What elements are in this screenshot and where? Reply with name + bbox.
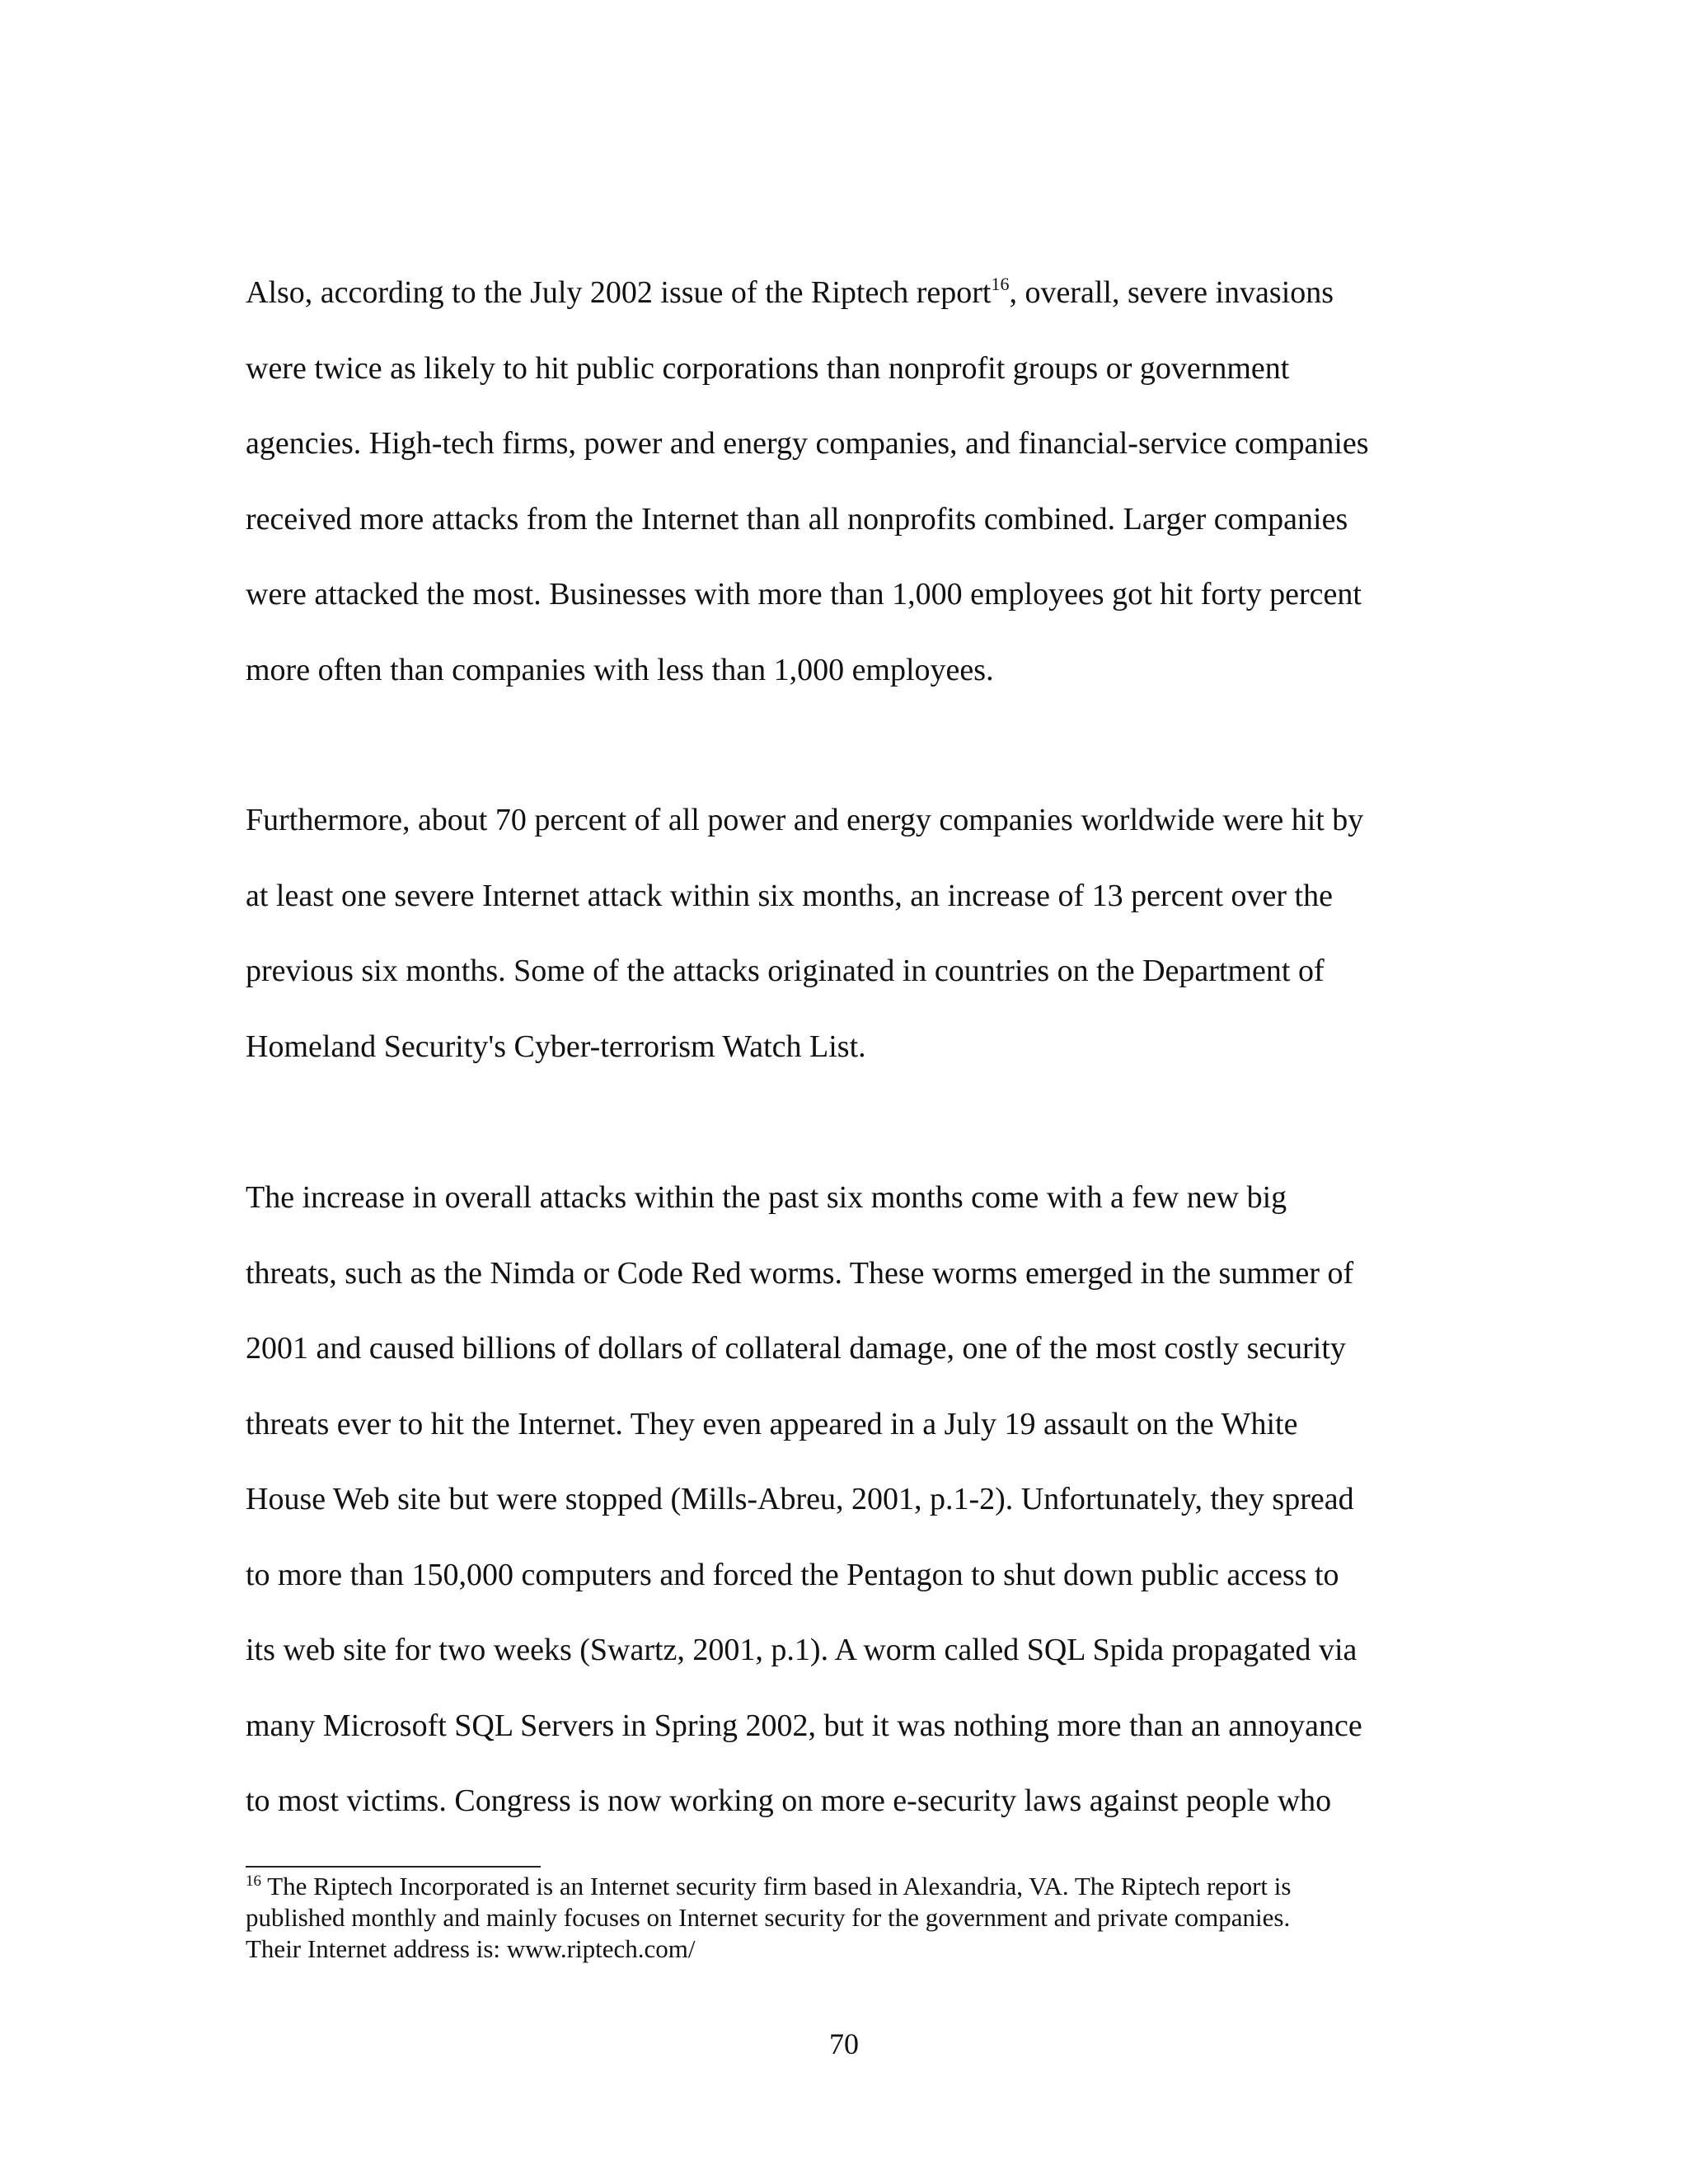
text-line: received more attacks from the Internet than all nonprofits combined. Larger companies: [246, 501, 1348, 537]
text-line: agencies. High-tech firms, power and energy companies, and financial-service companies: [246, 426, 1369, 461]
text-line: Furthermore, about 70 percent of all power and energy companies worldwide were hit by: [246, 803, 1364, 837]
text-line: its web site for two weeks (Swartz, 2001, p.1). A worm called SQL Spida propagated via: [246, 1633, 1357, 1667]
footnote-separator: [246, 1866, 541, 1868]
paragraph-power-energy-attacks: [246, 783, 1449, 1085]
footnote-line: published monthly and mainly focuses on Internet security for the government and private companies.: [246, 1903, 1291, 1932]
footnote-line: Their Internet address is: www.riptech.com/: [246, 1934, 696, 1963]
text-line: many Microsoft SQL Servers in Spring 2002, but it was nothing more than an annoyance: [246, 1708, 1362, 1743]
text-line: to more than 150,000 computers and forced the Pentagon to shut down public access to: [246, 1557, 1339, 1592]
text-line: at least one severe Internet attack within six months, an increase of 13 percent over the: [246, 878, 1333, 913]
page-number: 70: [829, 2027, 859, 2060]
text-line-after-footnote: , overall, severe invasions: [1009, 275, 1334, 310]
footnote-line: [246, 1871, 1482, 1902]
footnote: [246, 1871, 1482, 1965]
text-line-before-footnote: Also, according to the July 2002 issue of the Riptech report: [246, 275, 992, 310]
text-line: to most victims. Congress is now working on more e-security laws against people who: [246, 1783, 1332, 1818]
paragraph-riptech-report: [246, 255, 1449, 708]
footnote-text: The Riptech Incorporated is an Internet security firm based in Alexandria, VA. The Riptech report is: [267, 1872, 1292, 1900]
text-line: House Web site but were stopped (Mills-Abreu, 2001, p.1-2). Unfortunately, they spread: [246, 1482, 1354, 1516]
footnote-reference[interactable]: 16: [991, 274, 1010, 294]
text-line: The increase in overall attacks within the past six months come with a few new big: [246, 1180, 1287, 1215]
text-line: more often than companies with less than 1,000 employees.: [246, 652, 994, 687]
text-line: threats, such as the Nimda or Code Red worms. These worms emerged in the summer of: [246, 1255, 1354, 1291]
text-line: [246, 255, 1449, 331]
text-line: Homeland Security's Cyber-terrorism Watch List.: [246, 1029, 866, 1064]
footnote-marker: 16: [246, 1872, 261, 1890]
paragraph-worm-threats: [246, 1160, 1449, 1840]
text-line: threats ever to hit the Internet. They even appeared in a July 19 assault on the White: [246, 1406, 1298, 1441]
text-line: previous six months. Some of the attacks originated in countries on the Department of: [246, 954, 1325, 988]
text-line: were attacked the most. Businesses with more than 1,000 employees got hit forty percent: [246, 577, 1362, 612]
text-line: 2001 and caused billions of dollars of collateral damage, one of the most costly security: [246, 1331, 1346, 1366]
text-line: were twice as likely to hit public corporations than nonprofit groups or government: [246, 350, 1290, 386]
